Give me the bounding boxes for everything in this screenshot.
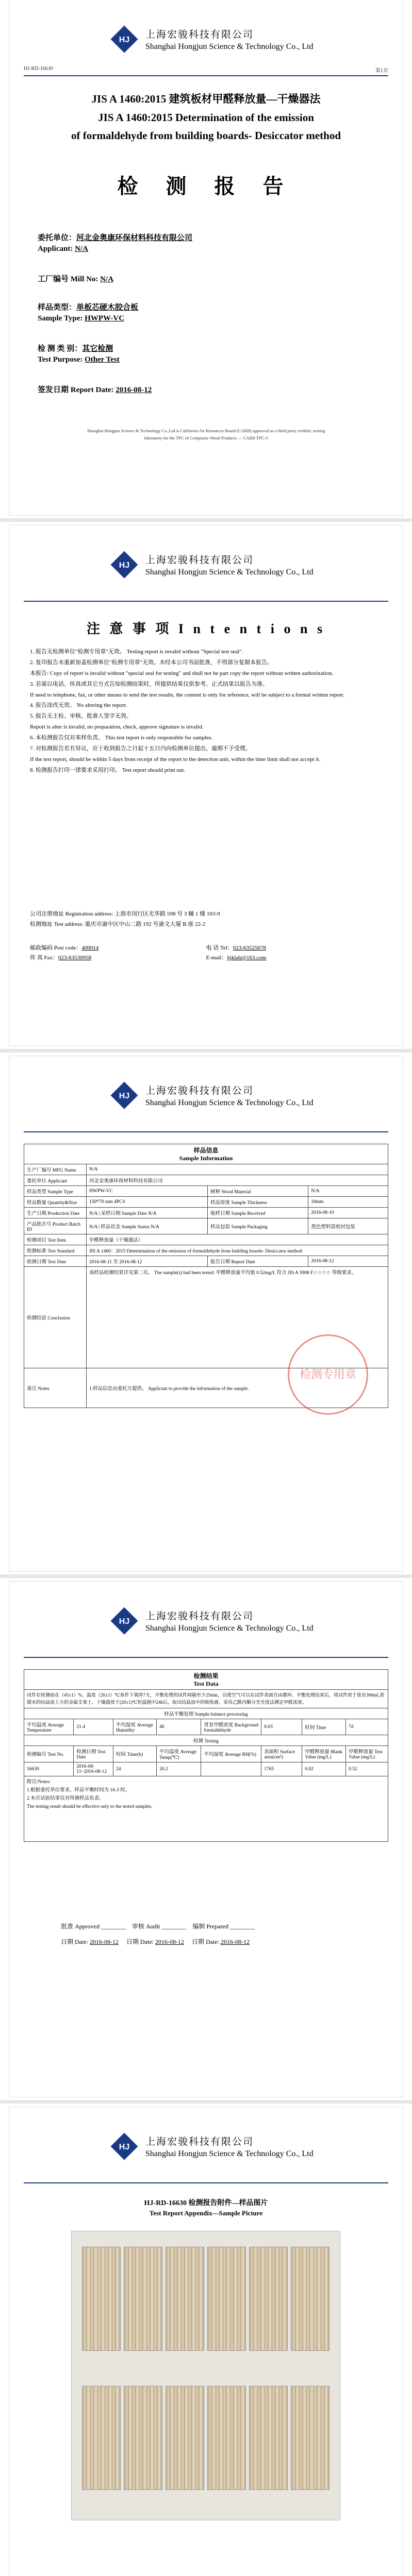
signature-dates: 日期 Date: 2016-08-12 日期 Date: 2016-08-12 日期 Date: 2016-08-12 — [61, 1938, 250, 1945]
table-row: 检测项目 Test Item 甲醛释放量（干燥器法） — [24, 1234, 388, 1245]
table-row: 生产厂编号 MFG Name N/A — [24, 1164, 388, 1175]
appendix-subtitle: Test Report Appendix—Sample Picture — [149, 2209, 263, 2217]
report-intentions-page — [9, 526, 403, 1046]
fax: 传 真 Fax：023-63530958 — [30, 955, 92, 961]
sample-board — [166, 2386, 204, 2490]
sample-picture-page — [9, 2107, 403, 2576]
company-header — [145, 27, 314, 52]
svg-text:HJ: HJ — [119, 561, 130, 570]
list-item: 7. 对检测报告若有异议，应于收到报告之日起十五日内向检测单位提出，逾期不予受理。 — [30, 745, 251, 752]
page-separator — [0, 1049, 412, 1053]
list-item: 8. 检测报告打印一律要求采用打印。 Test report should print out. — [30, 767, 186, 773]
company-name-en: Shanghai Hongjun Science & Technology Co., Ltd — [145, 42, 314, 51]
list-item: 本报告: Copy of report is invalid without "special seal for testing" and shall not be part copy the report without written authorization. — [30, 670, 334, 676]
company-header: 上海宏骏科技有限公司 Shanghai Hongjun Science & Technology Co., Ltd — [145, 555, 314, 577]
sample-type-field: Sample Type: HWPW-VC — [38, 314, 125, 323]
company-logo-icon — [110, 550, 139, 579]
sample-board — [166, 2247, 204, 2351]
telephone: 电 话 Tel：023-63525678 — [206, 944, 267, 951]
sample-photo — [71, 2231, 340, 2520]
company-logo-icon — [110, 25, 139, 54]
test-purpose-field: 检 测 类 别：其它检测 — [38, 345, 113, 353]
svg-text:HJ: HJ — [119, 1617, 130, 1626]
svg-text:HJ: HJ — [119, 1092, 130, 1100]
table-row: 产品批次号 Product Batch ID N/A | 样品状态 Sample Status N/A 样品包装 Sample Packaging 黑色塑料袋密封包装 — [24, 1218, 388, 1234]
table-row: 备注 Notes 1.样品信息由委托方提供。 Applicant to provide the information of the sample. — [24, 1368, 388, 1408]
page-number: 第1页 — [375, 68, 388, 74]
company-logo-icon — [110, 1606, 139, 1635]
table-header-row: 检测编号 Test No. 检测日期 Test Date 时间 Time(h) 平均温度 Average Temp(℃) 平均湿度 Average RH(%) 表面积 Surface area(cm²) 甲醛释放量 Blank Value (mg/L) 甲醛释放量 Test Value (mg/L) — [24, 1745, 388, 1762]
report-standard-title: JIS A 1460:2015 建筑板材甲醛释放量—干燥器法 JIS A 1460:2015 Determination of the emission of formaldehyde from building boards- Desiccator method — [71, 93, 341, 142]
sample-information-page — [9, 1056, 403, 1571]
sample-info-table: 样品信息 Sample Information 生产厂编号 MFG Name N/A 委托单位 Applicant 河北金奥康环保材料科技有限公司 样品类型 Sample Type HWPW-VC 树种 Wood Material N/A 样品数量 Quantity&Size 150*70 mm 4PCS 样品厚度 Sample Thickness 18mm 生产日期 Production Date N/A | 采样日期 Sample Date N/A 收样日期 Sample Received 2016-08-10 产品批次号 Product Batch ID N/A | 样品状态 Sample Status N/A 样品包装 Sample Packaging 黑色塑料袋密封包装 检测项目 Test Item 甲醛释放量（干燥器法） 检测标准 Test Standard JIS A 1460：2015 Determination of the emission of formaldehyde from building boards- Desiccator method 检测日期 Test Date 2016-08-11 至 2016-08-12 报告日期 Report Date 2016-08-12 检测结论 Conclusion 该样品检测结果详见第二页。 The sample(s) had been tested: 甲醛释放量平均值 0.52mg/L 符合 JIS A 5908 F☆☆☆☆ 等级要求。 备注 Notes 1.样品信息由委托方提供。 Applicant to provide the information of the sample. — [24, 1144, 388, 1408]
table-row: 样品数量 Quantity&Size 150*70 mm 4PCS 样品厚度 Sample Thickness 18mm — [24, 1197, 388, 1208]
test-data-table: 检测结果 Test Data 试件在检测前在（45±1）%、温度（20±1）℃条件下调养7天，平衡处理的试件间隔至少25mm，以使空气可以在试件表面自由循环。平衡处理结束后，将试件放于装有300mL蒸馏水的结晶皿上方的金属支架上，干燥器放于(20±1)℃恒温箱中24h后，取出结晶皿中的吸收液，采用乙酰丙酮分光光度法测定甲醛浓度。 样品平衡处理 Sample balance processing 平均温度 Average Temperature 21.4 平均湿度 Average Humidity 46 背景甲醛浓度 Background formaldehyde 0.03 时间 Time 7d 检测 Testing 检测编号 Test No. 检测日期 Test Date 时间 Time(h) 平均温度 Average Temp(℃) 平均湿度 Average RH(%) 表面积 Surface area(cm²) 甲醛释放量 Blank Value (mg/L) 甲醛释放量 Test Value (mg/L) 16630 2016-08-11~2016-08-12 24 20.2 1765 0.02 0.52 附注/Notes： 1.根据委托单位要求，样品平衡时间为 16-3 时。 2.本次试验结果仅对所测样品负责。 The testing result should be effective only to the tested samples. — [24, 1669, 388, 1842]
report-main-title: 检 测 报 告 — [117, 175, 295, 198]
list-item: 6. 本检测报告仅对来样负责。 This test report is only responsible for samples. — [30, 735, 213, 741]
test-notes: 附注/Notes： 1.根据委托单位要求，样品平衡时间为 16-3 时。 2.本次试验结果仅对所测样品负责。 The testing result should be effective only to the tested samples. — [24, 1776, 388, 1841]
sample-board — [207, 2247, 246, 2351]
test-description: 试件在检测前在（45±1）%、温度（20±1）℃条件下调养7天，平衡处理的试件间隔至少25mm，以使空气可以在试件表面自由循环。平衡处理结束后，将试件放于装有300mL蒸馏水的结晶皿上方的金属支架上，干燥器放于(20±1)℃恒温箱中24h后，取出结晶皿中的吸收液，采用乙酰丙酮分光光度法测定甲醛浓度。 — [24, 1690, 388, 1708]
signature-line: 批准 Approved ________ 审核 Audit ________ 编制 Prepared ________ — [61, 1923, 255, 1930]
list-item: 1. 报告无检测单位"检测专用章"无效。 Testing report is invalid without "Special test seal". — [30, 649, 243, 655]
page-separator — [0, 2100, 412, 2104]
table-row: 平均温度 Average Temperature 21.4 平均湿度 Average Humidity 46 背景甲醛浓度 Background formaldehyde 0.03 时间 Time 7d — [24, 1719, 388, 1735]
list-item: 3. 若需以电话、传真或其它方式告知检测结果时，所提供结果仅供参考。正式结果以报告为准。 — [30, 681, 268, 687]
svg-text:HJ: HJ — [119, 2143, 130, 2151]
sample-board — [124, 2386, 162, 2490]
sample-board — [82, 2386, 121, 2490]
registration-address: 公司注册地址 Registration address: 上海市闵行区光华路 598 号 3 幢 1 楼 103-9 — [30, 911, 220, 917]
report-date-field: 签发日期 Report Date: 2016-08-12 — [38, 386, 152, 394]
company-logo-icon — [110, 2132, 139, 2161]
svg-text:HJ: HJ — [119, 36, 130, 44]
sample-board — [207, 2386, 246, 2490]
table-row: 委托单位 Applicant 河北金奥康环保材料科技有限公司 — [24, 1175, 388, 1186]
test-purpose-en-field: Test Purpose: Other Test — [38, 355, 120, 364]
list-item: 4. 报告涂改无效。 No altering the report. — [30, 702, 127, 709]
carb-footnote: Shanghai Hongjun Science & Technology Co.,Ltd is California Air Resources Board (CARB) approved as a third party certifier, testing laboratory for the TPC of Composite Wood Products — CARB TPC-3 — [87, 428, 325, 440]
company-name-cn: 上海宏骏科技有限公司 — [145, 29, 254, 40]
test-address: 检测地址 Test address: 重庆市渝中区中山二路 192 号渝文大厦 B 座 22-2 — [30, 921, 206, 927]
page-separator — [0, 518, 412, 522]
sample-board — [291, 2247, 329, 2351]
report-number: HJ-RD-16630 — [24, 66, 53, 72]
company-header: 上海宏骏科技有限公司 Shanghai Hongjun Science & Technology Co., Ltd — [145, 1086, 314, 1107]
report-cover-page — [9, 0, 403, 515]
table-row: 16630 2016-08-11~2016-08-12 24 20.2 1765 0.02 0.52 — [24, 1762, 388, 1776]
post-code: 邮政编码 Post code：400014 — [30, 944, 99, 951]
contact-block — [30, 909, 382, 963]
list-item: If the test report, should be within 5 days from receipt of the report to the detection unit, within the time limit shall not accept it. — [30, 756, 321, 762]
sample-board — [124, 2247, 162, 2351]
list-item: 2. 复印报告未重新加盖检测单位"检测专用章"无效。未经本公司书面批准，不得部分复制本报告。 — [30, 659, 273, 666]
table-row: 样品类型 Sample Type HWPW-VC 树种 Wood Material N/A — [24, 1186, 388, 1197]
company-logo-icon — [110, 1081, 139, 1110]
table-row: 生产日期 Production Date N/A | 采样日期 Sample Date N/A 收样日期 Sample Received 2016-08-10 — [24, 1208, 388, 1218]
table-row: 检测日期 Test Date 2016-08-11 至 2016-08-12 报告日期 Report Date 2016-08-12 — [24, 1256, 388, 1267]
mill-no-field: 工厂编号 Mill No: N/A — [38, 275, 114, 283]
list-item: Report is alter is invalid, no preparation, check, approve signature is invalid. — [30, 724, 204, 731]
applicant-field: Applicant: N/A — [38, 245, 88, 253]
table-row: 检测结论 Conclusion 该样品检测结果详见第二页。 The sample(s) had been tested: 甲醛释放量平均值 0.52mg/L 符合 JIS A 5908 F☆☆☆☆ 等级要求。 — [24, 1267, 388, 1368]
sample-board — [291, 2386, 329, 2490]
test-data-page — [9, 1582, 403, 2097]
list-item: If need to telephone, fax, or other means to send the test results, the content is only for reference, will be subject to a formal written report. — [30, 691, 344, 698]
list-item: 5. 报告无主检、审核、批准人签字无效。 — [30, 713, 132, 720]
intentions-title: 注 意 事 项 I n t e n t i o n s — [86, 621, 326, 636]
sample-name-field: 样品类型：单板芯硬木胶合板 — [38, 303, 139, 312]
table-row: 检测标准 Test Standard JIS A 1460：2015 Determination of the emission of formaldehyde from building boards- Desiccator method — [24, 1245, 388, 1256]
report-meta — [24, 66, 388, 74]
client-field: 委托单位：河北金奥康环保材料科技有限公司 — [38, 234, 193, 242]
company-header: 上海宏骏科技有限公司 Shanghai Hongjun Science & Technology Co., Ltd — [145, 2137, 314, 2158]
sample-board — [249, 2386, 288, 2490]
email: E-mail：hjklab@163.com — [206, 955, 267, 961]
sample-board — [249, 2247, 288, 2351]
company-header: 上海宏骏科技有限公司 Shanghai Hongjun Science & Technology Co., Ltd — [145, 1611, 314, 1633]
appendix-title: HJ-RD-16630 检测报告附件—样品图片 — [144, 2199, 268, 2207]
intentions-list — [30, 647, 382, 776]
page-separator — [0, 1574, 412, 1578]
sample-board — [82, 2247, 121, 2351]
seal-stamp: 检测专用章 — [288, 1334, 368, 1415]
